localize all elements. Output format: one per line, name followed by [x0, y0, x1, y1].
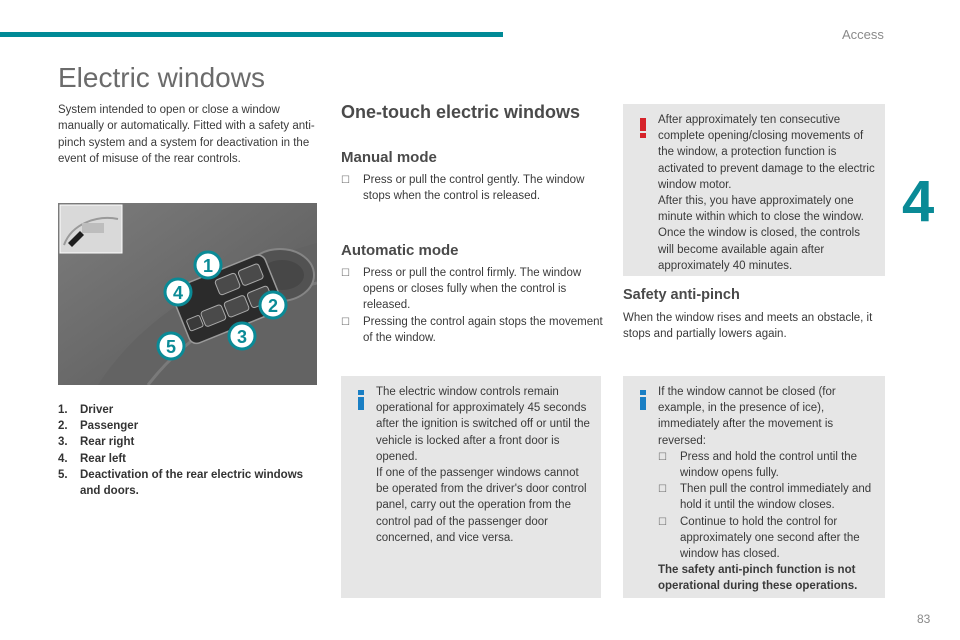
automatic-mode-list [341, 265, 603, 346]
list-item: ☐ Press or pull the control gently. The window stops when the control is released. [341, 172, 603, 204]
one-touch-heading: One-touch electric windows [341, 102, 581, 122]
info-box-reinitialise [623, 376, 885, 598]
info-intro: If the window cannot be closed (for example, in the presence of ice), immediately after the movement is reversed: [658, 386, 836, 447]
reinit-steps-list [658, 449, 877, 562]
legend-item: 3. Rear right [58, 436, 135, 449]
callout-1 [195, 252, 221, 278]
warning-box-protection [623, 104, 885, 276]
info-icon [637, 390, 649, 410]
manual-mode-heading: Manual mode [341, 149, 437, 166]
figure-legend [58, 402, 320, 499]
safety-anti-pinch-text: When the window rises and meets an obstacle, it stops and partially lowers again. [623, 312, 873, 341]
info-paragraph: The electric window controls remain operational for approximately 45 seconds after the ignition is switched off or until the vehicle is locked after a front door is opened. [376, 386, 590, 463]
header-accent-bar [0, 32, 503, 37]
warning-paragraph: After this, you have approximately one minute within which to close the window. Once the window is closed, the controls will become available again after approximately 40 minutes. [658, 195, 864, 272]
svg-text:5: 5 [165, 337, 177, 357]
section-title: Access [842, 27, 884, 42]
callout-3 [229, 323, 255, 349]
page-number: 83 [917, 612, 931, 626]
legend-item: 4. Rear left [58, 452, 127, 465]
callout-2 [260, 292, 286, 318]
manual-mode-list [341, 172, 603, 204]
callout-4 [165, 279, 191, 305]
checkbox-bullet-icon: ☐ [341, 316, 350, 328]
checkbox-bullet-icon: ☐ [658, 451, 667, 463]
intro-paragraph: System intended to open or close a window manually or automatically. Fitted with a safety anti-pinch system and a system for deactivation in the event of misuse of the rear controls. [58, 104, 315, 165]
checkbox-bullet-icon: ☐ [341, 268, 350, 279]
info-box-timeout [341, 376, 601, 598]
info-note: The safety anti-pinch function is not operational during these operations. [658, 564, 858, 593]
page-title: Electric windows [58, 62, 265, 93]
safety-anti-pinch-heading: Safety anti-pinch [623, 287, 740, 303]
legend-item: 1. Driver [58, 404, 114, 416]
svg-text:1: 1 [202, 256, 214, 276]
list-item: ☐ Press and hold the control until the window opens fully. [658, 449, 877, 481]
callout-5 [158, 333, 184, 359]
svg-text:3: 3 [236, 327, 248, 347]
legend-item: 5. Deactivation of the rear electric windows and doors. [58, 468, 304, 498]
warning-paragraph: After approximately ten consecutive complete opening/closing movements of the window, a protection function is activated to prevent damage to the electric window motor. [658, 114, 875, 191]
chapter-number: 4 [902, 169, 935, 234]
checkbox-bullet-icon: ☐ [658, 516, 667, 528]
svg-text:4: 4 [172, 283, 184, 303]
list-item: ☐ Continue to hold the control for approximately one second after the window has closed. [658, 514, 877, 563]
checkbox-bullet-icon: ☐ [341, 175, 350, 186]
car-interior-thumbnail [60, 205, 122, 253]
door-panel-illustration [58, 203, 317, 385]
checkbox-bullet-icon: ☐ [658, 484, 667, 496]
list-item: ☐ Then pull the control immediately and hold it until the window closes. [658, 481, 877, 513]
automatic-mode-heading: Automatic mode [341, 242, 459, 259]
legend-item: 2. Passenger [58, 420, 139, 433]
list-item: ☐ Pressing the control again stops the movement of the window. [341, 314, 603, 346]
window-controls-figure [58, 203, 317, 385]
exclamation-icon [637, 118, 649, 138]
info-paragraph: If one of the passenger windows cannot be operated from the driver's door control panel, carry out the operation from the control pad of the passenger door concerned, and vice versa. [376, 467, 587, 544]
list-item: ☐ Press or pull the control firmly. The window opens or closes fully when the control is released. [341, 265, 603, 314]
info-icon [355, 390, 367, 410]
svg-text:2: 2 [267, 296, 279, 316]
